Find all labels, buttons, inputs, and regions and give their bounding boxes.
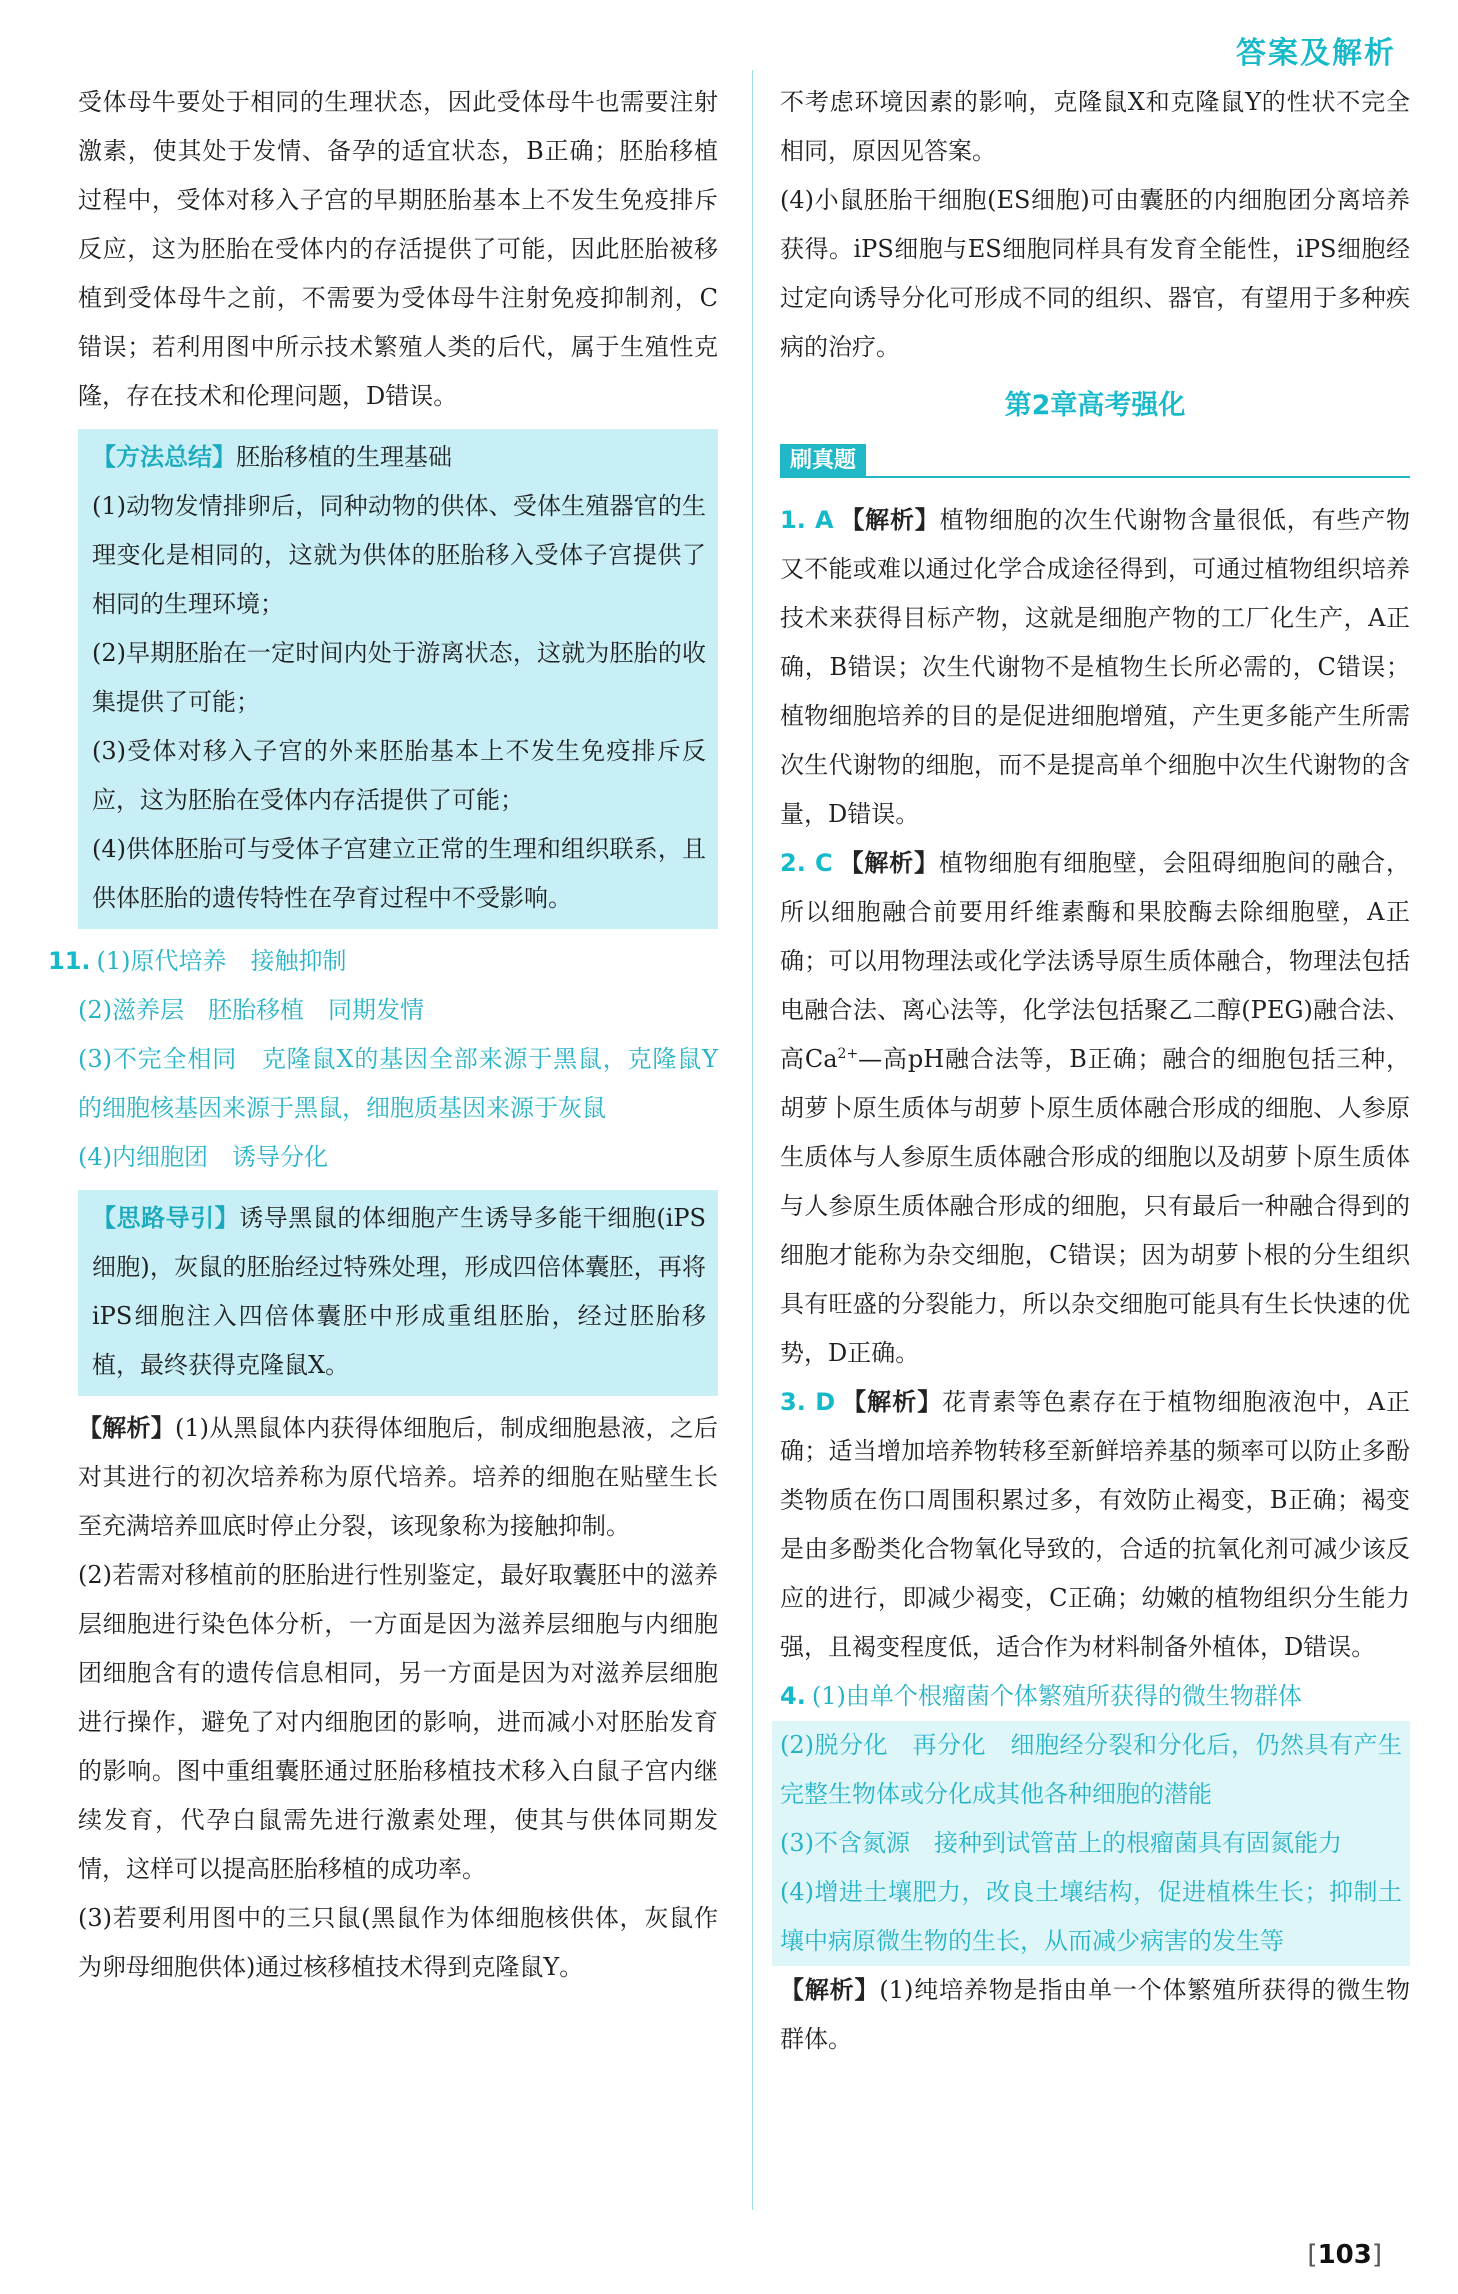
q2-analysis-tag: 【解析】 bbox=[838, 849, 939, 877]
thinking-guide-text: 【思路导引】诱导黑鼠的体细胞产生诱导多能干细胞(iPS细胞)，灰鼠的胚胎经过特殊处理，形成四倍体囊胚，再将iPS细胞注入四倍体囊胚中形成重组胚胎，经过胚胎移植，最终获得克隆鼠X。 bbox=[92, 1204, 706, 1379]
question-3 bbox=[780, 1378, 1410, 1672]
method-summary-item: (1)动物发情排卵后，同种动物的供体、受体生殖器官的生理变化是相同的，这就为供体的胚胎移入受体子宫提供了相同的生理环境； bbox=[92, 492, 706, 618]
q4-answer-1: 4. (1)由单个根瘤菌个体繁殖所获得的微生物群体 bbox=[780, 1682, 1302, 1710]
q3-analysis-text: 花青素等色素存在于植物细胞液泡中，A正确；适当增加培养物转移至新鲜培养基的频率可以防止多酚类物质在伤口周围积累过多，有效防止褐变，B正确；褐变是由多酚类化合物氧化导致的，合适的抗氧化剂可减少该反应的进行，即减少褐变，C正确；幼嫩的植物组织分生能力强，且褐变程度低，适合作为材料制备外植体，D错误。 bbox=[780, 1388, 1411, 1661]
q4-analysis: 【解析】(1)纯培养物是指由单一个体繁殖所获得的微生物群体。 bbox=[780, 1976, 1411, 2053]
q11-analysis bbox=[78, 1404, 718, 1992]
right-column bbox=[780, 78, 1410, 2064]
left-paragraph-1: 受体母牛要处于相同的生理状态，因此受体母牛也需要注射激素，使其处于发情、备孕的适宜状态，B正确；胚胎移植过程中，受体对移入子宫的早期胚胎基本上不发生免疫排斥反应，这为胚胎在受体内的存活提供了可能，因此胚胎被移植到受体母牛之前，不需要为受体母牛注射免疫抑制剂，C错误；若利用图中所示技术繁殖人类的后代，属于生殖性克隆，存在技术和伦理问题，D错误。 bbox=[78, 88, 718, 410]
q11-analysis-p2: (2)若需对移植前的胚胎进行性别鉴定，最好取囊胚中的滋养层细胞进行染色体分析，一方面是因为滋养层细胞与内细胞团细胞含有的遗传信息相同，另一方面是因为对滋养层细胞进行操作，避免了对内细胞团的影响，进而减小对胚胎发育的影响。图中重组囊胚通过胚胎移植技术移入白鼠子宫内继续发育，代孕白鼠需先进行激素处理，使其与供体同期发情，这样可以提高胚胎移植的成功率。 bbox=[78, 1561, 718, 1883]
page-number: [103] bbox=[1307, 2240, 1382, 2270]
analysis-tag: 【解析】 bbox=[78, 1414, 175, 1442]
q1-number: 1. A bbox=[780, 506, 834, 534]
q11-answer-1: 11. (1)原代培养 接触抑制 bbox=[48, 947, 347, 975]
q4-answer-2: (2)脱分化 再分化 细胞经分裂和分化后，仍然具有产生完整生物体或分化成其他各种细胞的潜能 bbox=[780, 1731, 1402, 1808]
method-summary-item: (4)供体胚胎可与受体子宫建立正常的生理和组织联系，且供体胚胎的遗传特性在孕育过程中不受影响。 bbox=[92, 835, 706, 912]
question-2: 2. C 【解析】植物细胞有细胞壁，会阻碍细胞间的融合，所以细胞融合前要用纤维素酶和果胶酶去除细胞壁，A正确；可以用物理法或化学法诱导原生质体融合，物理法包括电融合法、离心法等，化学法包括聚乙二醇(PEG)融合法、高$Ca^{2+}—$高pH融合法等，B正确；融合的细胞包括三种，胡萝卜原生质体与胡萝卜原生质体融合形成的细胞、人参原生质体与人参原生质体融合形成的细胞以及胡萝卜原生质体与人参原生质体融合形成的细胞，只有最后一种融合得到的细胞才能称为杂交细胞，C错误；因为胡萝卜根的分生组织具有旺盛的分裂能力，所以杂交细胞可能具有生长快速的优势，D正确。 bbox=[780, 849, 1411, 1367]
q4-number: 4. bbox=[780, 1682, 806, 1710]
question-11 bbox=[48, 937, 718, 1182]
method-summary-tag: 【方法总结】 bbox=[92, 443, 236, 471]
method-summary-item: (3)受体对移入子宫的外来胚胎基本上不发生免疫排斥反应，这为胚胎在受体内存活提供了可能； bbox=[92, 737, 706, 814]
q2-number: 2. C bbox=[780, 849, 833, 877]
q11-analysis-p3: (3)若要利用图中的三只鼠(黑鼠作为体细胞核供体，灰鼠作为卵母细胞供体)通过核移植技术得到克隆鼠Y。 bbox=[78, 1904, 718, 1981]
q3-analysis-tag: 【解析】 bbox=[841, 1388, 943, 1416]
method-summary-box bbox=[78, 429, 718, 929]
section-header bbox=[780, 442, 1410, 482]
thinking-guide-tag: 【思路导引】 bbox=[92, 1204, 240, 1232]
q1-analysis-text: 植物细胞的次生代谢物含量很低，有些产物又不能或难以通过化学合成途径得到，可通过植物组织培养技术来获得目标产物，这就是细胞产物的工厂化生产，A正确，B错误；次生代谢物不是植物生长所必需的，C错误；植物细胞培养的目的是促进细胞增殖，产生更多能产生所需次生代谢物的细胞，而不是提高单个细胞中次生代谢物的含量，D错误。 bbox=[780, 506, 1411, 828]
q4-analysis-tag: 【解析】 bbox=[780, 1976, 880, 2004]
question-4 bbox=[780, 1672, 1410, 2064]
q3-number: 3. D bbox=[780, 1388, 836, 1416]
column-divider bbox=[752, 70, 753, 2210]
q4-answer-3: (3)不含氮源 接种到试管苗上的根瘤菌具有固氮能力 bbox=[780, 1829, 1342, 1857]
q11-number: 11. bbox=[48, 947, 91, 975]
chapter-title: 第2章高考强化 bbox=[1004, 390, 1186, 421]
q11-answer-4: (4)内细胞团 诱导分化 bbox=[78, 1143, 328, 1171]
q11-answer-2: (2)滋养层 胚胎移植 同期发情 bbox=[78, 996, 424, 1024]
q4-answer-4: (4)增进土壤肥力，改良土壤结构，促进植株生长；抑制土壤中病原微生物的生长，从而减少病害的发生等 bbox=[780, 1878, 1402, 1955]
method-summary-heading bbox=[92, 433, 706, 482]
question-1 bbox=[780, 496, 1410, 839]
q11-answer-3: (3)不完全相同 克隆鼠X的基因全部来源于黑鼠，克隆鼠Y的细胞核基因来源于黑鼠，细胞质基因来源于灰鼠 bbox=[78, 1045, 718, 1122]
method-summary-title: 胚胎移植的生理基础 bbox=[236, 443, 452, 471]
section-tag: 刷真题 bbox=[780, 444, 866, 478]
thinking-guide-box bbox=[78, 1190, 718, 1396]
left-column bbox=[48, 78, 719, 1992]
q11-analysis-p1: 【解析】(1)从黑鼠体内获得体细胞后，制成细胞悬液，之后对其进行的初次培养称为原代培养。培养的细胞在贴壁生长至充满培养皿底时停止分裂，该现象称为接触抑制。 bbox=[78, 1414, 719, 1540]
right-paragraph-2: (4)小鼠胚胎干细胞(ES细胞)可由囊胚的内细胞团分离培养获得。iPS细胞与ES细胞同样具有发育全能性，iPS细胞经过定向诱导分化可形成不同的组织、器官，有望用于多种疾病的治疗。 bbox=[780, 186, 1410, 361]
section-underline bbox=[780, 476, 1410, 478]
q4-answer-block bbox=[772, 1721, 1410, 1966]
right-paragraph-1: 不考虑环境因素的影响，克隆鼠X和克隆鼠Y的性状不完全相同，原因见答案。 bbox=[780, 88, 1410, 165]
header-title: 答案及解析 bbox=[1236, 36, 1396, 71]
q1-analysis-tag: 【解析】 bbox=[839, 506, 940, 534]
method-summary-item: (2)早期胚胎在一定时间内处于游离状态，这就为胚胎的收集提供了可能； bbox=[92, 639, 706, 716]
